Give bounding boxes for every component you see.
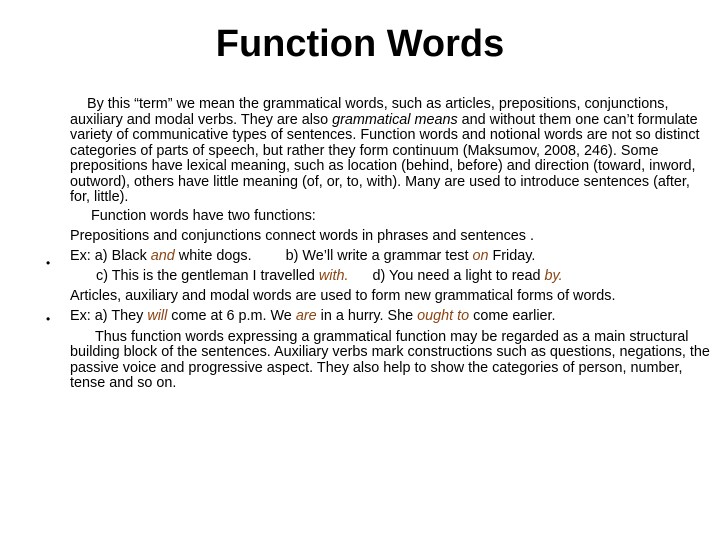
bullet-item-articles	[70, 286, 710, 326]
example-line: Ex: a) Black and white dogs. b) We’ll write a grammar test on Friday.	[70, 247, 536, 264]
highlight-word: on	[472, 247, 489, 264]
bullet-marker: •	[46, 256, 51, 270]
highlight-word: will	[147, 307, 168, 324]
bullet-text: Articles, auxiliary and modal words are used to form new grammatical forms of words.	[70, 287, 616, 304]
highlight-word: and	[150, 247, 175, 264]
highlight-word: by.	[544, 267, 563, 284]
highlight-word: with.	[318, 267, 349, 284]
emphasis-text: grammatical means	[332, 111, 458, 128]
highlight-word: are	[295, 307, 317, 324]
intro-paragraph: By this “term” we mean the grammatical words, such as articles, prepositions, conjunctions, auxiliary and modal verbs. They are also grammatical means and without them one can’t formulate variety of communicative types of sentences. Function words and notional words are not so distinct categories of parts of speech, but rather they form continuum (Maksumov, 2008, 246). Some prepositions have lexical meaning, such as location (behind, before) and direction (toward, inword, outword), others have little meaning (of, or, to, with). Many are used to introduce sentences (after, for, little).	[70, 96, 700, 205]
slide-body	[70, 97, 710, 392]
bullet-marker: •	[46, 312, 51, 326]
example-line: Ex: a) They will come at 6 p.m. We are in a hurry. She ought to come earlier.	[70, 307, 556, 324]
functions-intro: Function words have two functions:	[91, 207, 316, 224]
bullet-item-prepositions	[70, 226, 710, 286]
bullet-text: Prepositions and conjunctions connect words in phrases and sentences .	[70, 227, 534, 244]
conclusion-paragraph: Thus function words expressing a grammatical function may be regarded as a main structural building block of the sentences. Auxiliary verbs mark constructions such as questions, negations, the passive voice and progressive aspect. They also help to show the categories of person, number, tense and so on.	[70, 328, 710, 391]
slide-title: Function Words	[215, 23, 505, 65]
example-line: c) This is the gentleman I travelled with. d) You need a light to read by.	[96, 267, 563, 284]
highlight-word: ought to	[417, 307, 470, 324]
